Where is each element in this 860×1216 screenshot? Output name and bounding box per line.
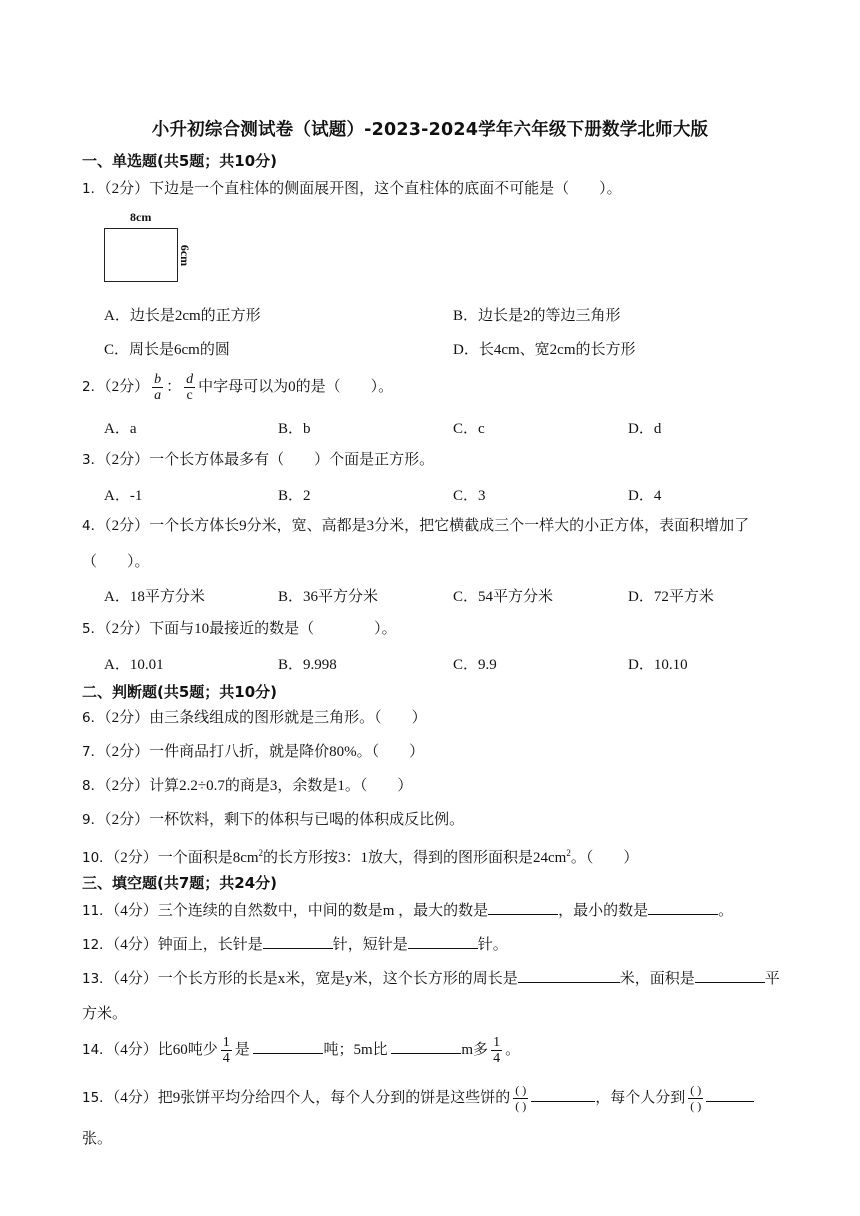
question-4: [82, 516, 749, 536]
question-text: 。: [505, 1042, 521, 1058]
question-text: （2分）一杯饮料，剩下的体积与已喝的体积成反比例。: [104, 812, 465, 828]
question-7: [82, 742, 424, 762]
answer-blank[interactable]: [518, 968, 620, 983]
answer-blank[interactable]: [391, 1039, 461, 1054]
separator: ：: [166, 379, 182, 395]
section-heading-single-choice: 一、单选题(共5题；共10分): [82, 152, 278, 170]
question-number: 2．: [82, 379, 105, 395]
section-heading-fill-in: 三、填空题(共7题；共24分): [82, 874, 278, 892]
question-2: [82, 368, 393, 406]
fraction-one-quarter: [221, 1035, 232, 1066]
question-14: [82, 1030, 520, 1070]
question-3: [82, 450, 434, 470]
question-15-continued: 张。: [82, 1131, 113, 1147]
figure-height-label: 6cm: [178, 244, 193, 267]
question-number: 11．: [82, 903, 113, 919]
option-c[interactable]: C．周长是6cm的圆: [104, 342, 230, 358]
question-number: 9．: [82, 812, 105, 828]
question-text: （4分）比60吨少: [112, 1042, 218, 1058]
question-text: （2分）一个长方体最多有（ ）个面是正方形。: [104, 452, 435, 468]
numerator: b: [154, 372, 162, 388]
fraction-placeholder: [688, 1083, 703, 1114]
option-d[interactable]: D．长4cm、宽2cm的长方形: [453, 342, 636, 358]
question-number: 8．: [82, 778, 105, 794]
denominator: 4: [222, 1051, 230, 1067]
answer-blank[interactable]: [263, 934, 333, 949]
question-12: [82, 934, 508, 955]
numerator[interactable]: ( ): [515, 1083, 527, 1098]
answer-blank[interactable]: [253, 1039, 323, 1054]
denominator: a: [154, 388, 162, 404]
question-text: （4分）一个长方形的长是x米，宽是y米，这个长方形的周长是: [112, 971, 518, 987]
option-a[interactable]: A．18平方分米: [104, 589, 205, 605]
option-d[interactable]: D．10.10: [628, 657, 688, 673]
option-d[interactable]: D．d: [628, 421, 662, 437]
superscript: 2: [258, 848, 264, 858]
question-10: [82, 843, 638, 868]
option-a[interactable]: A．边长是2cm的正方形: [104, 308, 261, 324]
question-8: [82, 776, 412, 796]
numerator: d: [186, 372, 194, 388]
question-13-continued: 方米。: [82, 1006, 128, 1022]
option-c[interactable]: C．3: [453, 488, 486, 504]
answer-blank[interactable]: [706, 1087, 754, 1102]
denominator[interactable]: ( ): [690, 1099, 702, 1114]
question-text: 针，短针是: [332, 937, 408, 953]
question-number: 4．: [82, 518, 105, 534]
answer-blank[interactable]: [531, 1087, 595, 1102]
question-text: （2分）计算2.2÷0.7的商是3，余数是1。（ ）: [104, 778, 413, 794]
numerator: 1: [222, 1035, 230, 1051]
question-text: 的长方形按3：1放大，得到的图形面积是24cm: [263, 850, 567, 866]
superscript: 2: [566, 848, 571, 858]
question-5: [82, 619, 397, 639]
net-rectangle: [104, 228, 178, 282]
denominator[interactable]: ( ): [515, 1099, 527, 1114]
option-b[interactable]: B．36平方分米: [278, 589, 379, 605]
question-text: 。（ ）: [570, 850, 639, 866]
question-9: [82, 810, 464, 830]
question-text: ，每个人分到: [595, 1090, 686, 1106]
question-number: 14．: [82, 1042, 113, 1058]
question-6: [82, 708, 427, 728]
question-text: m多: [461, 1042, 489, 1058]
question-text: （2分）下面与10最接近的数是（ ）。: [104, 621, 397, 637]
question-1: [82, 179, 622, 199]
question-prefix: （2分）: [104, 379, 150, 395]
question-text: 米，面积是: [619, 971, 695, 987]
question-text: （2分）一个长方体长9分米，宽、高都是3分米，把它横截成三个一样大的小正方体，表面积增加了: [104, 518, 750, 534]
numerator: 1: [493, 1035, 501, 1051]
option-c[interactable]: C．c: [453, 421, 485, 437]
fraction-one-quarter: [491, 1035, 502, 1066]
figure-width-label: 8cm: [130, 210, 152, 224]
question-number: 10．: [82, 850, 113, 866]
question-text: （2分）下边是一个直柱体的侧面展开图，这个直柱体的底面不可能是（ ）。: [104, 181, 622, 197]
option-b[interactable]: B．2: [278, 488, 311, 504]
denominator: c: [186, 388, 193, 404]
numerator[interactable]: ( ): [690, 1083, 702, 1098]
question-text: （2分）一个面积是8cm: [112, 850, 259, 866]
question-text: 平: [764, 971, 780, 987]
question-text: （2分）由三条线组成的图形就是三角形。（ ）: [104, 710, 427, 726]
question-number: 15．: [82, 1090, 113, 1106]
question-15: [82, 1078, 754, 1118]
answer-blank[interactable]: [408, 934, 478, 949]
question-number: 13．: [82, 971, 113, 987]
option-c[interactable]: C．54平方分米: [453, 589, 554, 605]
fraction-b-over-a: [152, 372, 163, 403]
section-heading-true-false: 二、判断题(共5题；共10分): [82, 683, 278, 701]
net-figure: [104, 212, 204, 288]
question-text: 针。: [477, 937, 508, 953]
option-a[interactable]: A．10.01: [104, 657, 164, 673]
question-text: ，最小的数是: [558, 903, 649, 919]
question-text: 吨；5m比: [323, 1042, 392, 1058]
option-a[interactable]: A．a: [104, 421, 137, 437]
answer-blank[interactable]: [488, 900, 558, 915]
question-number: 1．: [82, 181, 105, 197]
option-d[interactable]: D．72平方米: [628, 589, 714, 605]
denominator: 4: [493, 1051, 501, 1067]
question-4-continued: （ ）。: [82, 554, 150, 570]
question-text: （4分）把9张饼平均分给四个人，每个人分到的饼是这些饼的: [112, 1090, 511, 1106]
answer-blank[interactable]: [695, 968, 765, 983]
question-number: 7．: [82, 744, 105, 760]
question-suffix: 中字母可以为0的是（ ）。: [198, 379, 394, 395]
option-b[interactable]: B．边长是2的等边三角形: [453, 308, 621, 324]
question-number: 3．: [82, 452, 105, 468]
question-text: （4分）钟面上，长针是: [112, 937, 263, 953]
option-b[interactable]: B．9.998: [278, 657, 337, 673]
option-b[interactable]: B．b: [278, 421, 311, 437]
option-a[interactable]: A．-1: [104, 488, 143, 504]
question-number: 5．: [82, 621, 105, 637]
question-number: 6．: [82, 710, 105, 726]
question-text: 。: [718, 903, 734, 919]
option-d[interactable]: D．4: [628, 488, 662, 504]
question-text: （2分）一件商品打八折，就是降价80%。（ ）: [104, 744, 425, 760]
question-13: [82, 968, 780, 989]
page-title: 小升初综合测试卷（试题）-2023-2024学年六年级下册数学北师大版: [151, 120, 709, 140]
fraction-placeholder: [513, 1083, 528, 1114]
option-c[interactable]: C．9.9: [453, 657, 497, 673]
question-text: 是: [234, 1042, 254, 1058]
answer-blank[interactable]: [648, 900, 718, 915]
fraction-d-over-c: [184, 372, 195, 403]
question-number: 12．: [82, 937, 113, 953]
question-text: （4分）三个连续的自然数中，中间的数是m ，最大的数是: [112, 903, 489, 919]
question-11: [82, 900, 733, 921]
